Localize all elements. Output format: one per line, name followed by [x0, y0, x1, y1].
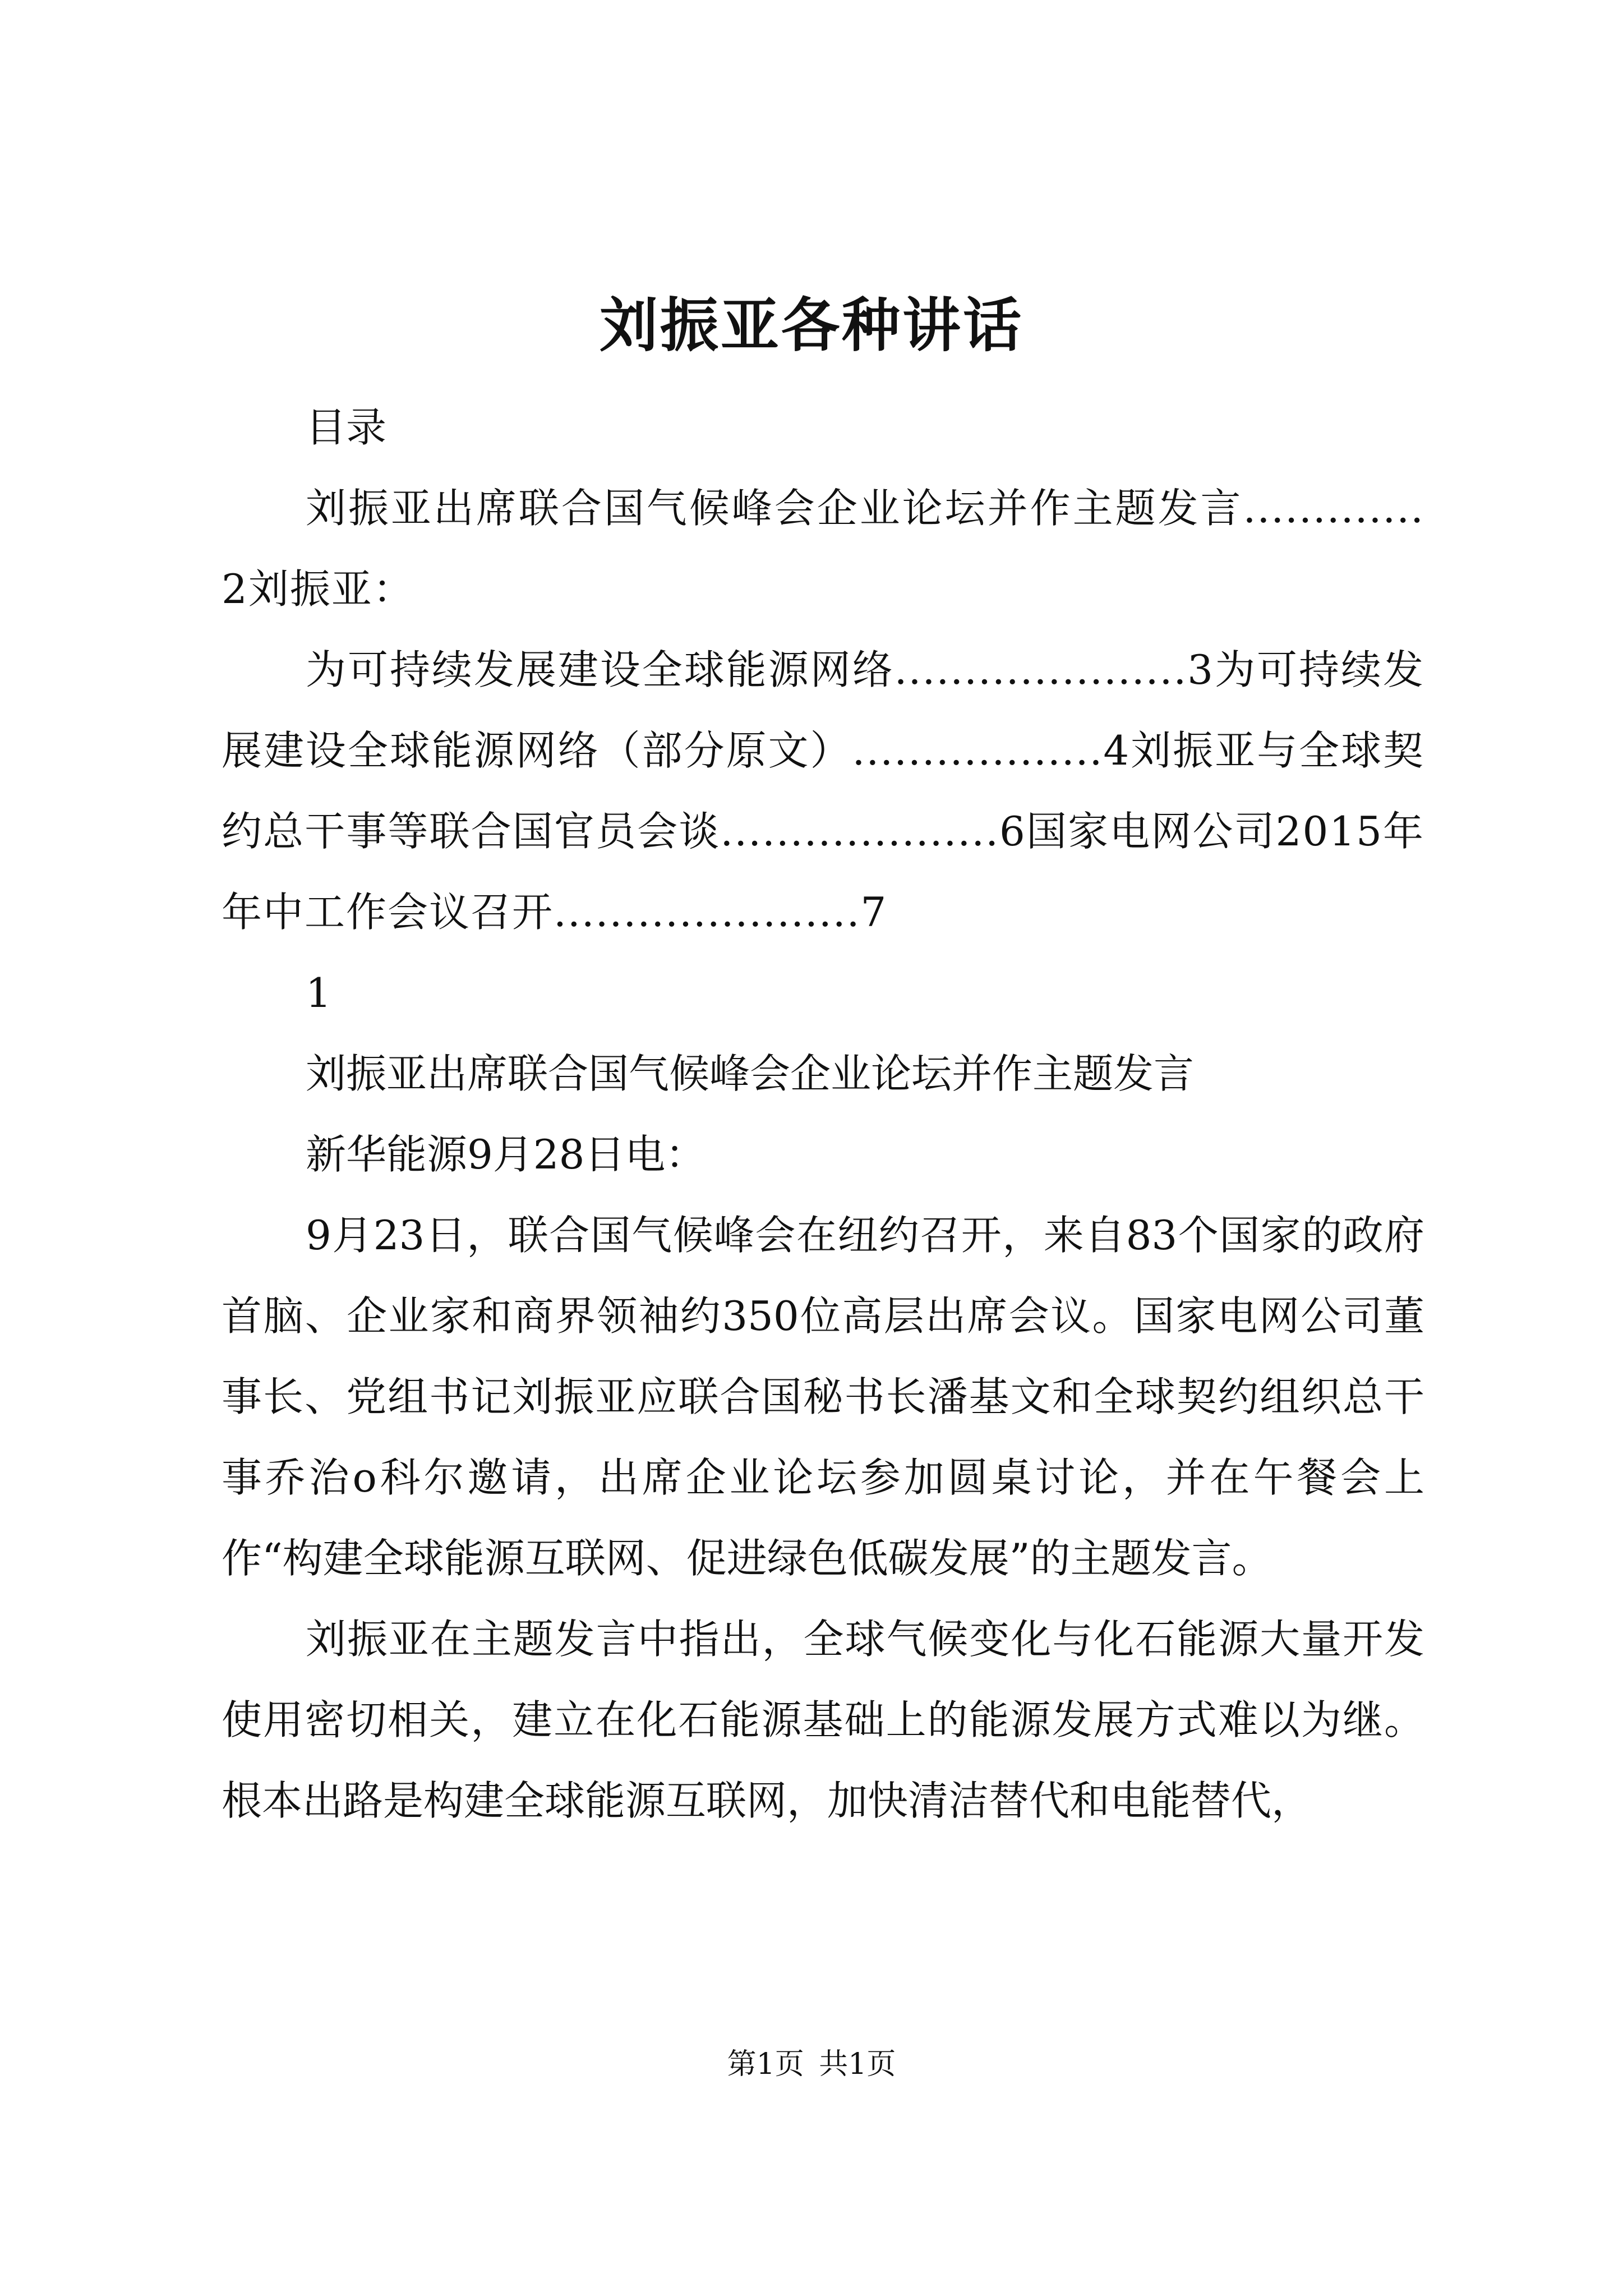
toc-entry: 刘振亚： — [248, 565, 414, 613]
document-body — [222, 387, 1424, 1841]
toc-entry: 刘振亚出席联合国气候峰会企业论坛并作主题发言.............2 — [222, 485, 1424, 613]
toc-entry: 为可持续发展建设全球能源网络（部分原文）..................4 — [222, 646, 1424, 774]
page-footer: 第1页 共1页 — [727, 2047, 896, 2081]
toc-block — [222, 629, 1424, 953]
toc-heading: 目录 — [306, 404, 387, 451]
dateline: 新华能源9月28日电： — [306, 1131, 706, 1178]
document-title: 刘振亚各种讲话 — [599, 291, 1023, 360]
toc-entry: 为可持续发展建设全球能源网络.....................3 — [306, 646, 1215, 693]
toc-block — [222, 468, 1424, 629]
paragraph: 刘振亚在主题发言中指出，全球气候变化与化石能源大量开发使用密切相关，建立在化石能源基础上的能源发展方式难以为继。根本出路是构建全球能源互联网，加快清洁替代和电能替代， — [222, 1616, 1424, 1824]
toc-entry: 刘振亚与全球契约总干事等联合国官员会谈....................6 — [222, 727, 1424, 855]
toc-entry: 国家电网公司2015年年中工作会议召开......................7 — [222, 808, 1424, 936]
paragraph: 9月23日，联合国气候峰会在纽约召开，来自83个国家的政府首脑、企业家和商界领袖约350位高层出席会议。国家电网公司董事长、党组书记刘振亚应联合国秘书长潘基文和全球契约组织总干事乔治o科尔邀请，出席企业论坛参加圆桌讨论，并在午餐会上作“构建全球能源互联网、促进绿色低碳发展”的主题发言。 — [222, 1212, 1424, 1582]
section-title: 刘振亚出席联合国气候峰会企业论坛并作主题发言 — [306, 1050, 1195, 1097]
page-marker: 1 — [306, 969, 331, 1016]
